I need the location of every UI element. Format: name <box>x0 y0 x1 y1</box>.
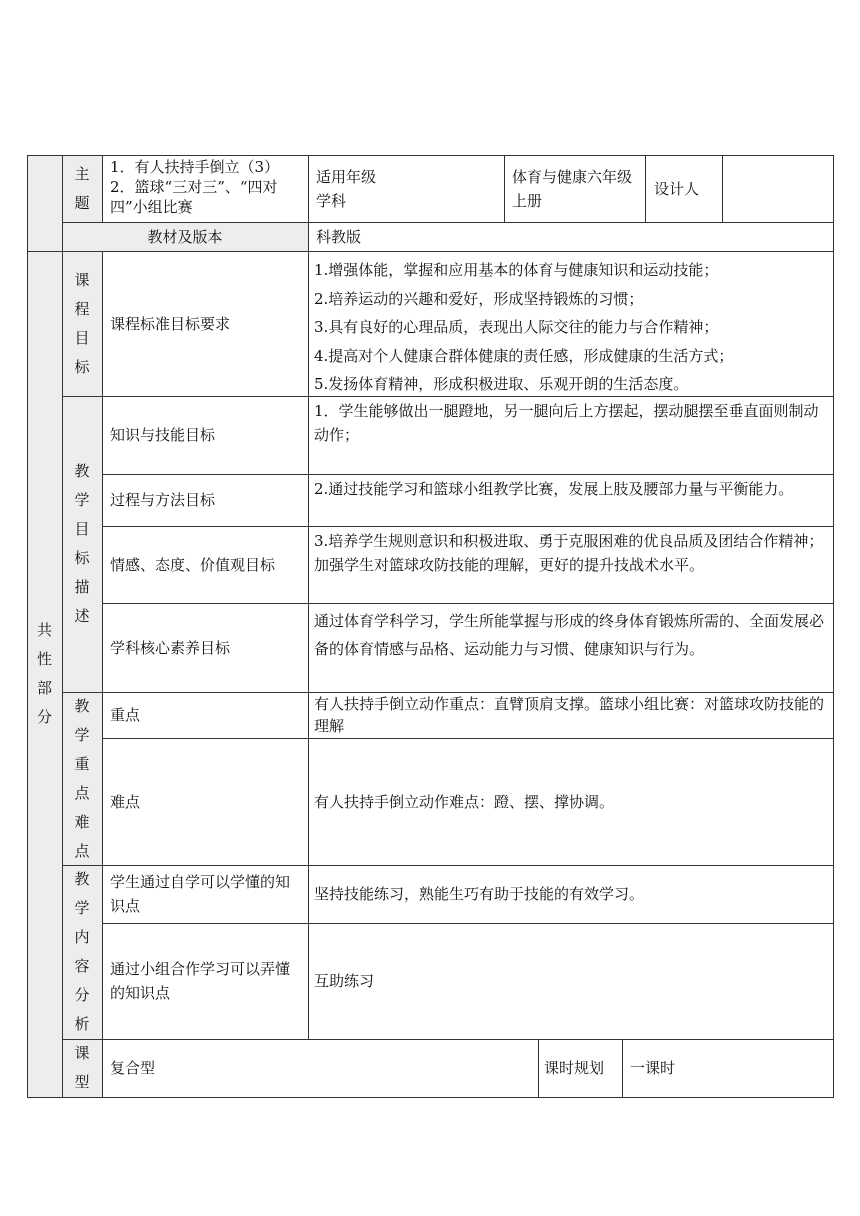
subject-label <box>62 155 102 222</box>
label-char: 教 <box>74 696 90 715</box>
goal-text-core: 通过体育学科学习，学生所能掌握与形成的终身体育锻炼所需的、全面发展必备的体育情感与品格、运动能力与习惯、健康知识与行为。 <box>314 612 825 658</box>
difficulty-text: 有人扶持手倒立动作难点：蹬、摆、撑协调。 <box>314 792 615 811</box>
label-char: 程 <box>74 299 90 318</box>
period-plan-label: 课时规划 <box>544 1059 605 1077</box>
label-char: 学 <box>74 725 90 744</box>
curriculum-sub-label: 课程标准目标要求 <box>110 314 231 333</box>
curriculum-item: 2.培养运动的兴趣和爱好，形成坚持锻炼的习惯； <box>314 289 644 308</box>
label-char: 标 <box>74 357 90 376</box>
grade-label: 适用年级学科 <box>316 167 377 210</box>
label-char: 教 <box>74 462 90 480</box>
key-points-label <box>62 692 102 865</box>
lesson-type-value: 复合型 <box>110 1059 156 1077</box>
label-char: 教 <box>74 870 90 888</box>
group-study-text: 互助练习 <box>314 972 375 990</box>
side-label-char: 分 <box>36 708 52 726</box>
curriculum-item: 1.增强体能，掌握和应用基本的体育与健康知识和运动技能； <box>314 261 719 279</box>
label-char: 课 <box>74 270 90 289</box>
self-study-text: 坚持技能练习，熟能生巧有助于技能的有效学习。 <box>314 885 645 903</box>
teaching-goals-label <box>62 396 102 692</box>
common-part-label <box>27 251 62 1097</box>
side-label-char: 部 <box>36 679 52 697</box>
content-analysis-label <box>62 865 102 1039</box>
table-border-bottom <box>27 1097 833 1098</box>
goal-label-knowledge: 知识与技能目标 <box>110 426 216 444</box>
label-char: 析 <box>74 1015 90 1033</box>
col-divider <box>102 251 103 1098</box>
col-divider <box>722 155 723 223</box>
subject-line: 1．有人扶持手倒立（3） <box>110 158 280 176</box>
table-border-right <box>833 155 834 1098</box>
goal-label-core: 学科核心素养目标 <box>110 638 231 657</box>
col-divider <box>645 155 646 223</box>
period-plan-value: 一课时 <box>630 1059 676 1077</box>
label-char: 重 <box>74 754 90 773</box>
label-char: 点 <box>74 841 90 860</box>
label-char: 分 <box>74 986 90 1004</box>
label-char: 标 <box>74 549 90 567</box>
subject-value <box>110 157 305 217</box>
curriculum-item: 3.具有良好的心理品质，表现出人际交往的能力与合作精神； <box>314 318 719 336</box>
self-study-label: 学生通过自学可以学懂的知识点 <box>110 873 291 915</box>
label-char: 目 <box>74 520 90 538</box>
lesson-type-label <box>62 1039 102 1097</box>
label-char: 难 <box>74 812 90 831</box>
label-char: 学 <box>74 899 90 917</box>
col-divider <box>538 1039 539 1098</box>
textbook-label: 教材及版本 <box>147 227 223 246</box>
designer-value <box>730 155 830 222</box>
goal-text-emotion: 3.培养学生规则意识和积极进取、勇于克服困难的优良品质及团结合作精神；加强学生对篮球攻防技能的理解，更好的提升技战术水平。 <box>314 532 824 574</box>
goal-text-process: 2.通过技能学习和篮球小组教学比赛，发展上肢及腰部力量与平衡能力。 <box>314 480 794 498</box>
group-study-label: 通过小组合作学习可以弄懂的知识点 <box>110 960 291 1002</box>
col-divider <box>622 1039 623 1098</box>
curriculum-item: 4.提高对个人健康合群体健康的责任感，形成健康的生活方式； <box>314 346 734 365</box>
curriculum-item: 5.发扬体育精神，形成积极进取、乐观开朗的生活态度。 <box>314 375 689 393</box>
goal-label-emotion: 情感、态度、价值观目标 <box>110 555 276 574</box>
focus-label: 重点 <box>110 706 141 724</box>
difficulty-label: 难点 <box>110 792 141 811</box>
col-divider <box>504 155 505 223</box>
label-char: 述 <box>74 607 90 625</box>
col-divider <box>102 155 103 223</box>
label-char: 目 <box>74 328 90 347</box>
curriculum-label <box>62 251 102 396</box>
label-char: 描 <box>74 578 90 596</box>
subject-line: 2．篮球“三对三”、“四对四”小组比赛 <box>110 178 278 216</box>
label-char: 点 <box>74 783 90 802</box>
focus-text: 有人扶持手倒立动作重点：直臂顶肩支撑。篮球小组比赛：对篮球攻防技能的理解 <box>314 695 825 735</box>
subject-label-char: 题 <box>74 193 90 212</box>
goal-label-process: 过程与方法目标 <box>110 491 216 509</box>
label-char: 容 <box>74 957 90 975</box>
subject-label-char: 主 <box>74 164 90 183</box>
label-char: 学 <box>74 491 90 509</box>
side-label-char: 共 <box>36 621 52 639</box>
grade-value: 体育与健康六年级上册 <box>512 167 633 210</box>
col-divider <box>308 155 309 1040</box>
label-char: 型 <box>74 1073 90 1091</box>
designer-label: 设计人 <box>654 179 700 198</box>
label-char: 内 <box>74 928 90 946</box>
side-label-char: 性 <box>36 650 52 668</box>
textbook-value: 科教版 <box>316 227 362 246</box>
goal-text-knowledge: 1．学生能够做出一腿蹬地，另一腿向后上方摆起，摆动腿摆至垂直面则制动动作； <box>314 402 819 444</box>
label-char: 课 <box>74 1044 90 1062</box>
curriculum-items <box>314 256 829 399</box>
